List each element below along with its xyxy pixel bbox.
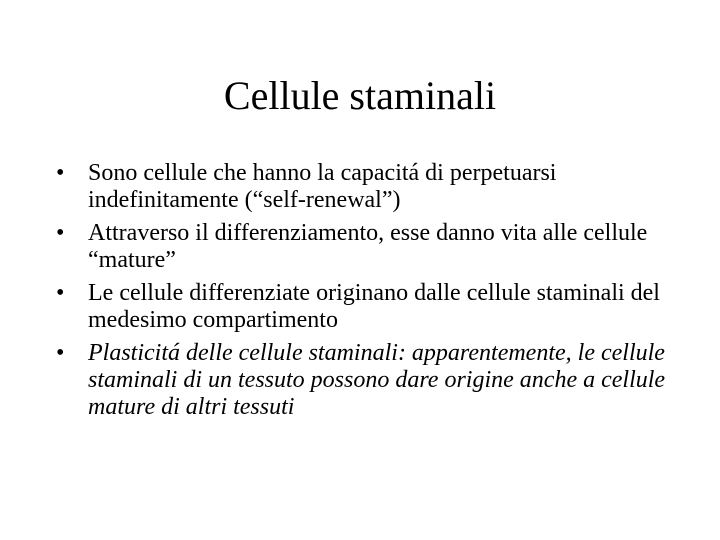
bullet-text: Sono cellule che hanno la capacitá di perpetuarsi indefinitamente (“self-renewal”) [88, 160, 557, 213]
slide-title: Cellule staminali [223, 73, 497, 118]
bullet-dot-icon: • [56, 160, 65, 186]
bullet-text: Le cellule differenziate originano dalle cellule staminali del medesimo compartimento [88, 280, 660, 333]
bullet-item [54, 160, 684, 214]
bullet-item [54, 340, 684, 421]
bullet-dot-icon: • [56, 280, 65, 306]
bullet-text: Attraverso il differenziamento, esse danno vita alle cellule “mature” [88, 220, 648, 273]
bullet-list [54, 160, 684, 427]
bullet-dot-icon: • [56, 220, 65, 246]
bullet-dot-icon: • [56, 340, 65, 366]
bullet-item [54, 280, 684, 334]
bullet-text: Plasticitá delle cellule staminali: apparentemente, le cellule staminali di un tessuto possono dare origine anche a cellule mature di altri tessuti [88, 340, 666, 420]
bullet-item [54, 220, 684, 274]
